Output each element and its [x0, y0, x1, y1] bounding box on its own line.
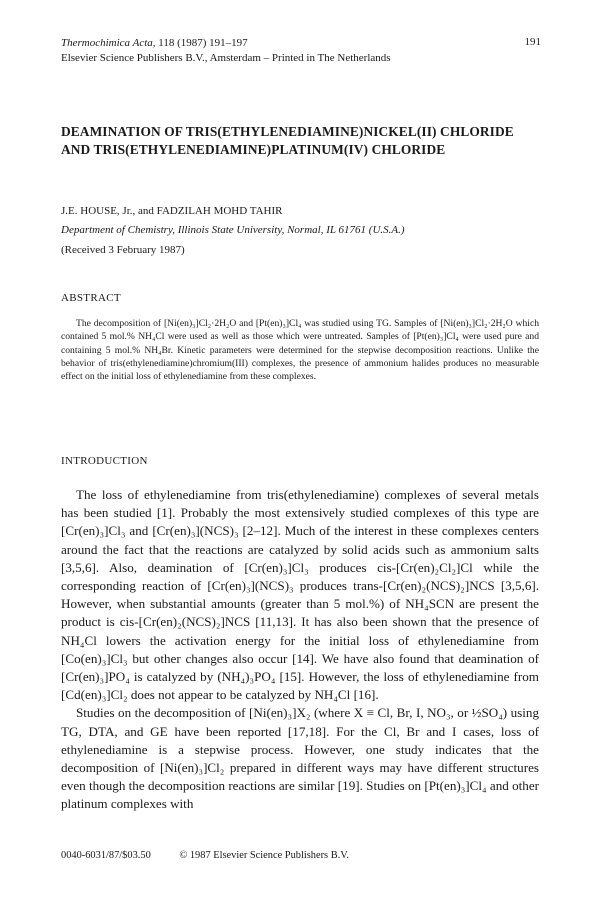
journal-citation-line [61, 36, 391, 51]
footer [61, 850, 375, 861]
journal-header [61, 36, 391, 66]
page-number: 191 [524, 36, 541, 48]
journal-citation: 118 (1987) 191–197 [158, 37, 248, 49]
journal-name: Thermochimica Acta, [61, 37, 156, 49]
publisher-line: Elsevier Science Publishers B.V., Amsterdam – Printed in The Netherlands [61, 52, 391, 64]
abstract-heading: ABSTRACT [61, 292, 121, 304]
received-date: (Received 3 February 1987) [61, 244, 185, 256]
intro-paragraph-1: The loss of ethylenediamine from tris(ethylenediamine) complexes of several metals has been studied [1]. Probably the most extensively studied complexes of this type are [Cr(en)₃]Cl₃ and [Cr(en)₃](NCS)₃ [2–12]. Much of the interest in these complexes centers around the fact that the reactions are catalyzed by solid acids such as ammonium salts [3,5,6]. Also, deamination of [Cr(en)₃]Cl₃ produces cis-[Cr(en)₂Cl₂]Cl while the corresponding reaction of [Cr(en)₃](NCS)₃ produces trans-[Cr(en)₂(NCS)₂]NCS [3,5,6]. However, when substantial amounts (greater than 5 mol.%) of NH₄SCN are present the product is cis-[Cr(en)₂(NCS)₂]NCS [11,13]. It has also been shown that the presence of NH₄Cl lowers the activation energy for the initial loss of ethylenediamine from [Co(en)₃]Cl₃ but other changes also occur [14]. We have also found that deamination of [Cr(en)₃]PO₄ is catalyzed by (NH₄)₃PO₄ [15]. However, the loss of ethylenediamine from [Cd(en)₃]Cl₂ does not appear to be catalyzed by NH₄Cl [16]. [61, 487, 539, 703]
article-title: DEAMINATION OF TRIS(ETHYLENEDIAMINE)NICKEL(II) CHLORIDE AND TRIS(ETHYLENEDIAMINE)PLATINUM(IV) CHLORIDE [61, 124, 514, 157]
copyright: © 1987 Elsevier Science Publishers B.V. [179, 850, 349, 861]
issn-code: 0040-6031/87/$03.50 [61, 850, 151, 861]
introduction-heading: INTRODUCTION [61, 455, 148, 467]
affiliation: Department of Chemistry, Illinois State University, Normal, IL 61761 (U.S.A.) [61, 224, 405, 236]
abstract-text: The decomposition of [Ni(en)₃]Cl₂·2H₂O and [Pt(en)₃]Cl₄ was studied using TG. Samples of [Ni(en)₃]Cl₂·2H₂O which contained 5 mol.% NH₄Cl were used as well as those which were untreated. Samples of [Pt(en)₃]Cl₄ were used pure and containing 5 mol.% NH₄Br. Kinetic parameters were determined for the stepwise decomposition reactions. Unlike the behavior of tris(ethylenediamine)chromium(III) complexes, the presence of ammonium halides produces no measurable effect on the initial loss of ethylenediamine from these complexes. [61, 318, 539, 383]
intro-paragraph-2: Studies on the decomposition of [Ni(en)₃]X₂ (where X ≡ Cl, Br, I, NO₃, or ½SO₄) using TG, DTA, and GE have been reported [17,18]. For the Cl, Br and I cases, loss of ethylenediamine is a stepwise process. However, one study indicates that the decomposition of [Ni(en)₃]Cl₂ prepared in different ways may have different structures even though the decomposition reactions are similar [19]. Studies on [Pt(en)₃]Cl₄ and other platinum complexes with [61, 705, 539, 812]
authors: J.E. HOUSE, Jr., and FADZILAH MOHD TAHIR [61, 205, 283, 217]
introduction-body [61, 486, 539, 814]
